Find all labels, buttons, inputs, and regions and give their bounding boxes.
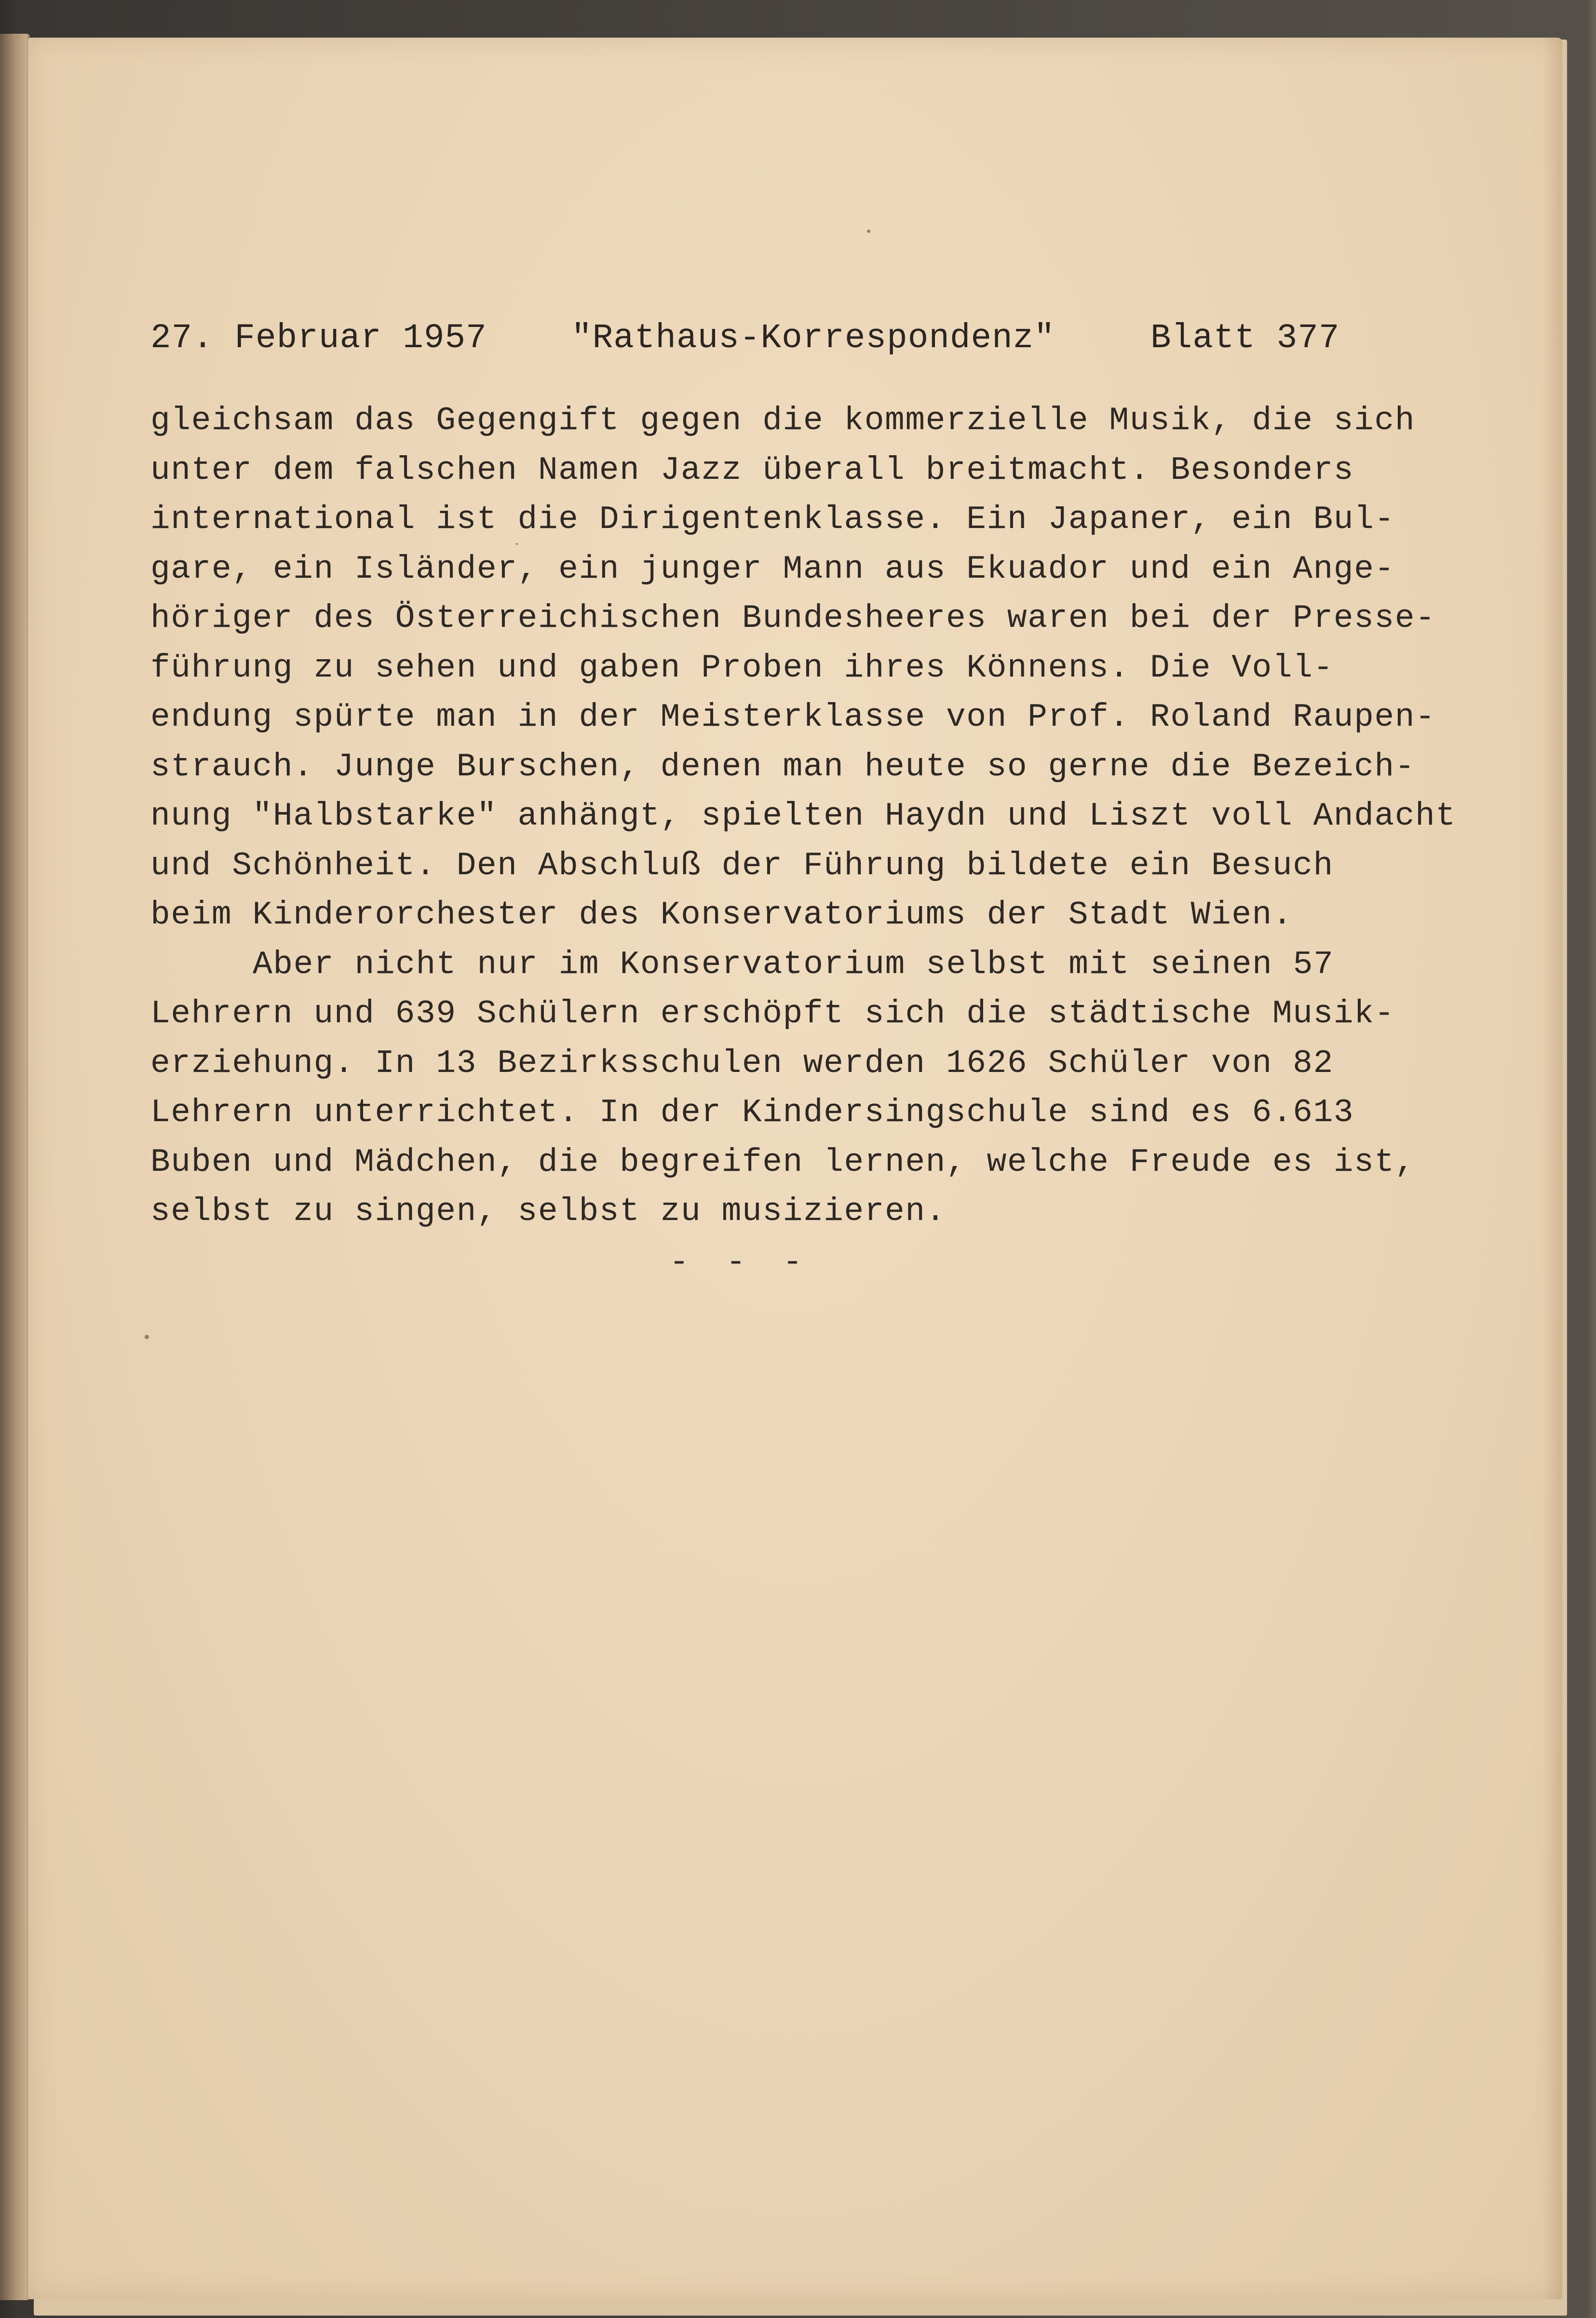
text-line: international ist die Dirigentenklasse. Ein Japaner, ein Bul- [150, 501, 1395, 538]
text-line: beim Kinderorchester des Konservatoriums der Stadt Wien. [150, 896, 1293, 934]
text-line: und Schönheit. Den Abschluß der Führung bildete ein Besuch [150, 847, 1334, 884]
paper-speck [145, 1335, 149, 1339]
binding-edge [0, 34, 30, 2300]
text-line: erziehung. In 13 Bezirksschulen werden 1626 Schüler von 82 [150, 1044, 1334, 1082]
text-line: Lehrern unterrichtet. In der Kindersingschule sind es 6.613 [150, 1094, 1354, 1131]
text-line: Buben und Mädchen, die begreifen lernen, welche Freude es ist, [150, 1143, 1416, 1181]
paragraph-start-line: Aber nicht nur im Konservatorium selbst mit seinen 57 [253, 946, 1334, 983]
paper-speck [867, 230, 870, 233]
text-line: Lehrern und 639 Schülern erschöpft sich die städtische Musik- [150, 995, 1395, 1032]
header-sheet-number: Blatt 377 [1150, 319, 1340, 358]
end-of-text-mark: - - - [669, 1244, 812, 1281]
page-header [150, 319, 1346, 363]
text-line: endung spürte man in der Meisterklasse von Prof. Roland Raupen- [150, 699, 1436, 736]
body-text [150, 396, 1456, 1237]
header-date: 27. Februar 1957 [150, 319, 487, 358]
text-line: strauch. Junge Burschen, denen man heute so gerne die Bezeich- [150, 748, 1416, 786]
text-line: gare, ein Isländer, ein junger Mann aus Ekuador und ein Ange- [150, 550, 1395, 588]
header-publication-title: "Rathaus-Korrespondenz" [571, 319, 1055, 358]
text-line: höriger des Österreichischen Bundesheeres waren bei der Presse- [150, 600, 1436, 637]
text-line: gleichsam das Gegengift gegen die kommerzielle Musik, die sich [150, 402, 1416, 439]
text-line: unter dem falschen Namen Jazz überall breitmacht. Besonders [150, 451, 1354, 489]
text-line: führung zu sehen und gaben Proben ihres Könnens. Die Voll- [150, 649, 1334, 687]
text-line: selbst zu singen, selbst zu musizieren. [150, 1193, 946, 1230]
text-line: nung "Halbstarke" anhängt, spielten Haydn und Liszt voll Andacht [150, 798, 1456, 835]
